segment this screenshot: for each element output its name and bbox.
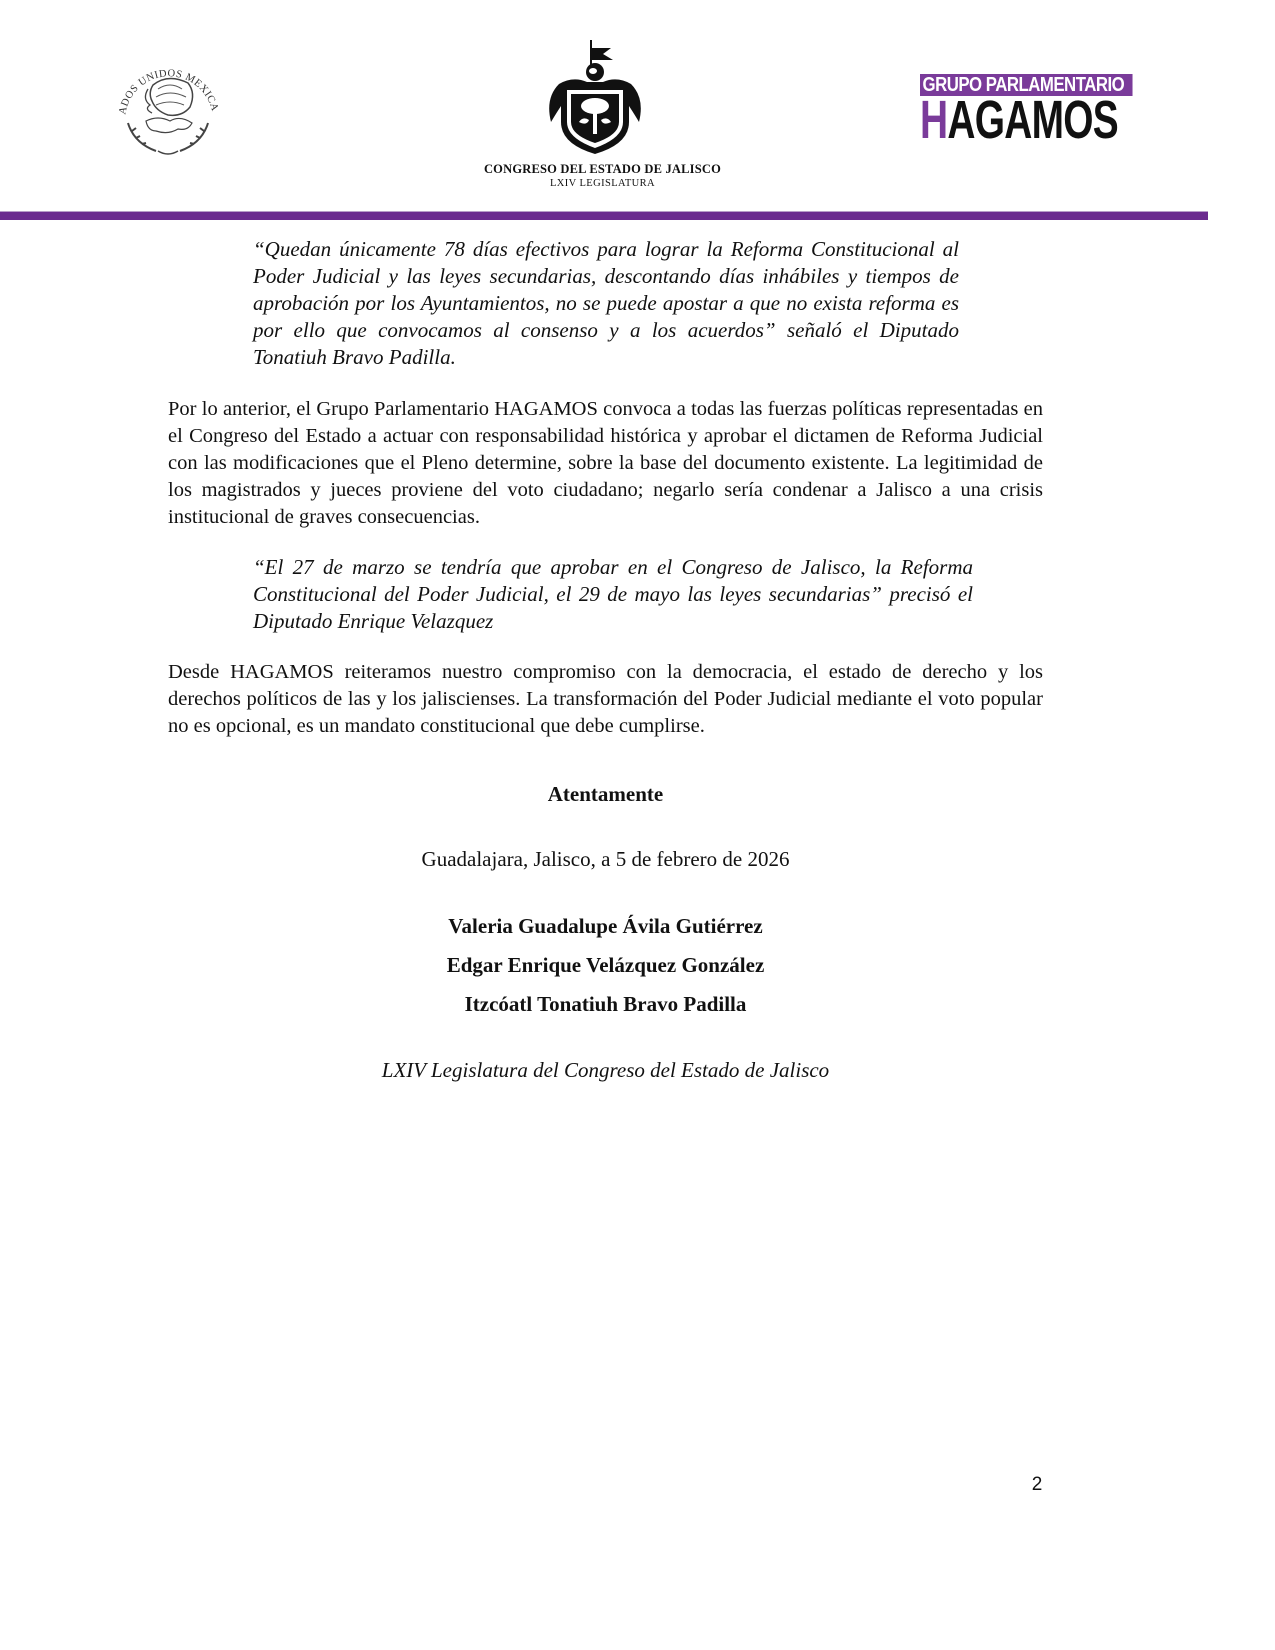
congress-title: CONGRESO DEL ESTADO DE JALISCO — [483, 162, 722, 176]
legislature-line: LXIV Legislatura del Congreso del Estado de Jalisco — [381, 1058, 830, 1082]
logo-wordmark-rest: AGAMOS — [947, 90, 1118, 150]
paragraph-call-to-action: Por lo anterior, el Grupo Parlamentario HAGAMOS convoca a todas las fuerzas políticas representadas en el Congreso del Estado a actuar con responsabilidad histórica y aprobar el dictamen de Reforma Judicial con las modificaciones que el Pleno determine, sobre la base del documento existente. La legitimidad de los magistrados y jueces proviene del voto ciudadano; negarlo sería condenar a Jalisco a una crisis institucional de graves consecuencias. — [168, 398, 1043, 528]
logo-group-label: GRUPO PARLAMENTARIO — [920, 74, 1133, 96]
congress-subtitle: LXIV LEGISLATURA — [549, 178, 656, 189]
closing-salutation: Atentamente — [547, 782, 664, 806]
signer-name: Valeria Guadalupe Ávila Gutiérrez — [448, 914, 763, 938]
signer-name: Itzcóatl Tonatiuh Bravo Padilla — [464, 992, 747, 1016]
paragraph-commitment: Desde HAGAMOS reiteramos nuestro compromiso con la democracia, el estado de derecho y los derechos políticos de las y los jaliscienses. La transformación del Poder Judicial mediante el voto popular no es opcional, es un mandato constitucional que debe cumplirse. — [168, 661, 1043, 737]
logo-wordmark — [920, 90, 1118, 150]
quote-bravo-padilla: “Quedan únicamente 78 días efectivos para lograr la Reforma Constitucional al Poder Judicial y las leyes secundarias, descontando días inhábiles y tiempos de aprobación por los Ayuntamientos, no se puede apostar a que no exista reforma es por ello que convocamos al consenso y a los acuerdos” señaló el Diputado Tonatiuh Bravo Padilla. — [253, 237, 959, 369]
logo-wordmark-initial: H — [920, 90, 948, 150]
place-and-date: Guadalajara, Jalisco, a 5 de febrero de 2026 — [421, 847, 790, 871]
seal-arc-text: ADOS UNIDOS MEXICA — [117, 68, 221, 116]
svg-text:ESTADOS UNIDOS MEXICANOS — [108, 45, 220, 116]
jalisco-coat-of-arms-icon — [545, 38, 645, 156]
header-divider — [0, 211, 1208, 220]
quote-velazquez: “El 27 de marzo se tendría que aprobar en el Congreso de Jalisco, la Reforma Constitucional del Poder Judicial, el 29 de mayo las leyes secundarias” precisó el Diputado Enrique Velazquez — [253, 555, 973, 633]
mexican-coat-of-arms-icon — [108, 45, 228, 165]
signer-name: Edgar Enrique Velázquez González — [446, 953, 765, 977]
page-number: 2 — [1031, 1474, 1043, 1495]
hagamos-logo — [920, 74, 1130, 150]
